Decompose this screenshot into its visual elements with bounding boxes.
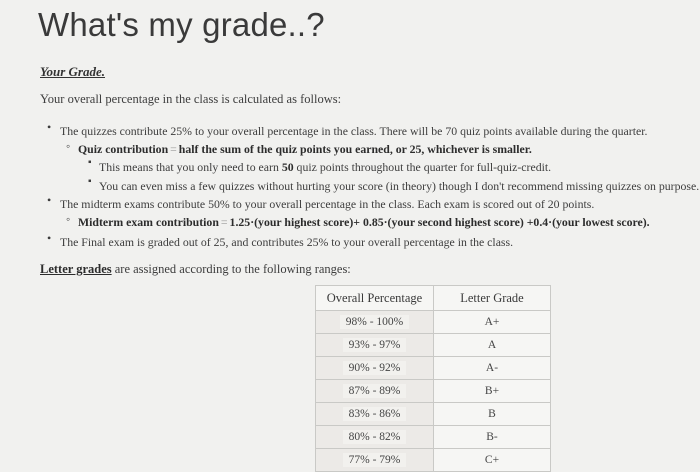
bullet-marker: •: [47, 120, 52, 134]
bullet-marker: •: [47, 231, 52, 245]
quizzes-bullet: The quizzes contribute 25% to your overall percentage in the class. There will be 70 quiz points available during the quarter.: [60, 124, 648, 138]
table-row: [316, 357, 551, 380]
percentage-cell: 87% - 89%: [343, 384, 407, 398]
grade-cell: B-: [434, 426, 551, 449]
percentage-cell: 90% - 92%: [343, 361, 407, 375]
header-letter-grade: Letter Grade: [434, 286, 551, 311]
quiz-sub-point-1-pre: This means that you only need to earn: [99, 160, 282, 174]
percentage-cell: 80% - 82%: [343, 430, 407, 444]
equals-sign: =: [170, 142, 177, 156]
quiz-contribution: [78, 142, 532, 157]
intro-text: Your overall percentage in the class is calculated as follows:: [40, 92, 342, 106]
table-row: [316, 449, 551, 472]
circle-marker: ◦: [66, 212, 71, 226]
square-marker: ▪: [88, 157, 92, 168]
table-row: [316, 403, 551, 426]
page-title: What's my grade..?: [38, 6, 325, 43]
percentage-cell: 93% - 97%: [343, 338, 407, 352]
midterm-contribution-formula: 1.25·(your highest score)+ 0.85·(your second highest score) +0.4·(your lowest score).: [229, 215, 650, 229]
header-overall-percentage: Overall Percentage: [316, 286, 434, 311]
grade-cell: A+: [434, 311, 551, 334]
letter-grades-heading: [40, 262, 351, 277]
quiz-sub-point-1-post: quiz points throughout the quarter for full-quiz-credit.: [293, 160, 552, 174]
percentage-cell: 77% - 79%: [343, 453, 407, 467]
midterm-contribution: [78, 215, 650, 230]
table-header-row: [316, 286, 551, 311]
letter-grades-heading-rest: are assigned according to the following ranges:: [111, 262, 351, 276]
grade-cell: A-: [434, 357, 551, 380]
letter-grades-link: Letter grades: [40, 262, 112, 276]
quiz-points-needed: 50: [281, 160, 294, 174]
section-heading: Your Grade.: [40, 64, 106, 79]
circle-marker: ◦: [66, 139, 71, 153]
percentage-cell: 83% - 86%: [343, 407, 407, 421]
midterm-bullet: The midterm exams contribute 50% to your overall percentage in the class. Each exam is scored out of 20 points.: [60, 197, 595, 211]
bullet-marker: •: [47, 193, 52, 207]
quiz-contribution-formula: half the sum of the quiz points you earned, or 25, whichever is smaller.: [178, 142, 532, 156]
table-row: [316, 426, 551, 449]
final-bullet: The Final exam is graded out of 25, and contributes 25% to your overall percentage in the class.: [60, 235, 514, 249]
quiz-contribution-label: Quiz contribution: [78, 142, 169, 156]
grade-table: [315, 285, 551, 472]
grade-cell: C+: [434, 449, 551, 472]
grade-cell: B+: [434, 380, 551, 403]
grade-cell: A: [434, 334, 551, 357]
midterm-contribution-label: Midterm exam contribution: [78, 215, 219, 229]
table-row: [316, 334, 551, 357]
square-marker: ▪: [88, 176, 92, 187]
percentage-cell: 98% - 100%: [340, 315, 410, 329]
grade-cell: B: [434, 403, 551, 426]
equals-sign: =: [220, 215, 228, 229]
quiz-sub-point-2: You can even miss a few quizzes without hurting your score (in theory) though I don't recommend missing quizzes on purpose.: [99, 179, 700, 193]
table-row: [316, 380, 551, 403]
quiz-sub-point-1: [99, 160, 551, 175]
table-row: [316, 311, 551, 334]
